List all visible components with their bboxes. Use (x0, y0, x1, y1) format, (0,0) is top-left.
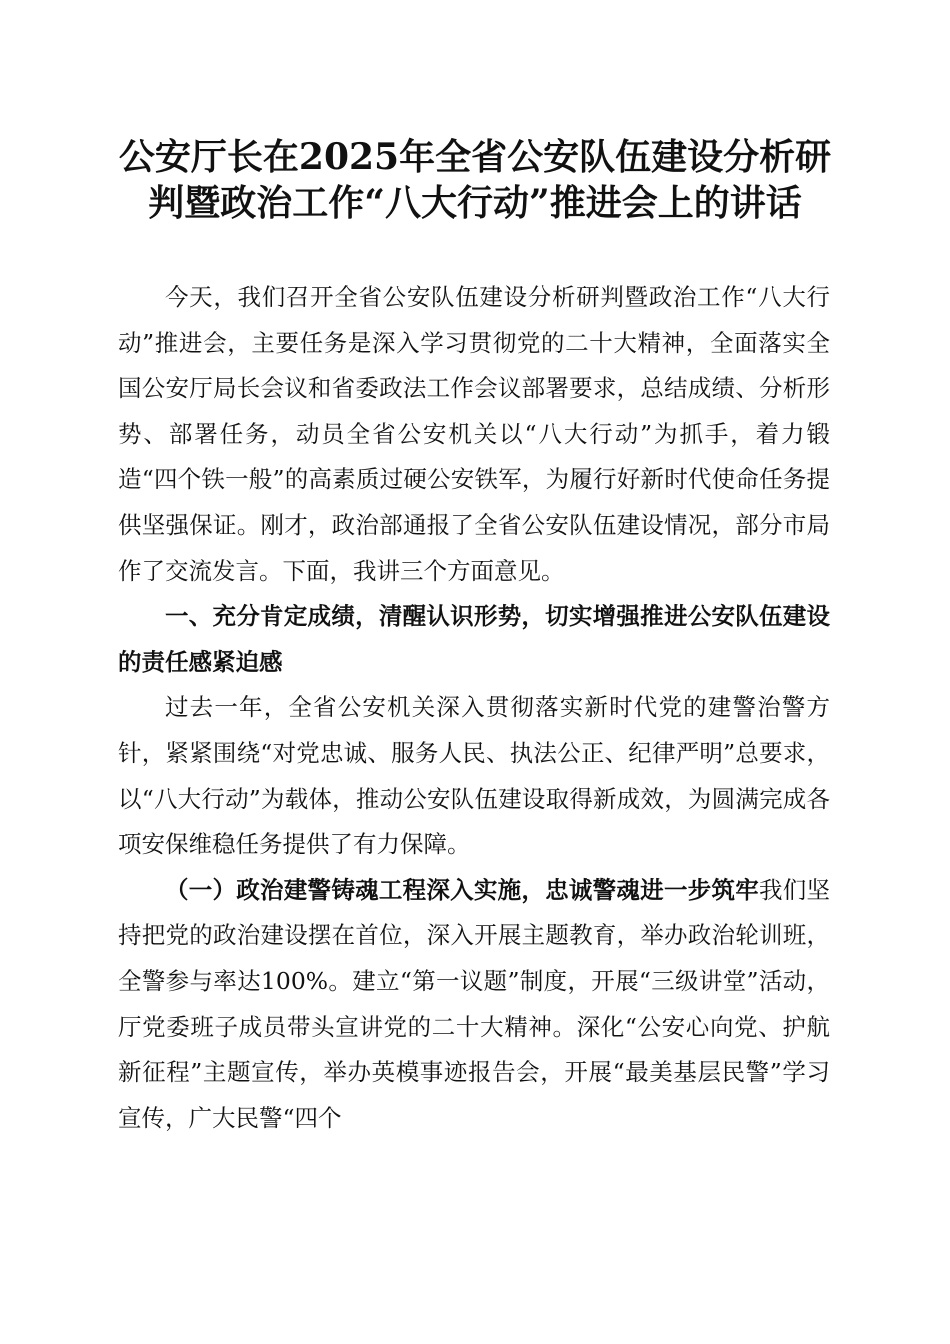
section-1-paragraph: 过去一年，全省公安机关深入贯彻落实新时代党的建警治警方针，紧紧围绕“对党忠诚、服务人民、执法公正、纪律严明”总要求，以“八大行动”为载体，推动公安队伍建设取得新成效，为圆满完成各项安保维稳任务提供了有力保障。 (118, 693, 830, 859)
document-title (112, 134, 838, 226)
subsection-1-body: 我们坚持把党的政治建设摆在首位，深入开展主题教育，举办政治轮训班，全警参与率达100%。建立“第一议题”制度，开展“三级讲堂”活动，厅党委班子成员带头宣讲党的二十大精神。深化“公安心向党、护航新征程”主题宣传，举办英模事迹报告会，开展“最美基层民警”学习宣传，广大民警“四个 (118, 875, 831, 1132)
section-1-heading: 一、充分肯定成绩，清醒认识形势，切实增强推进公安队伍建设的责任感紧迫感 (118, 602, 830, 676)
document-body (118, 275, 830, 1141)
subsection-1-paragraph (118, 868, 830, 1142)
intro-paragraph: 今天，我们召开全省公安队伍建设分析研判暨政治工作“八大行动”推进会，主要任务是深入学习贯彻党的二十大精神，全面落实全国公安厅局长会议和省委政法工作会议部署要求，总结成绩、分析形势、部署任务，动员全省公安机关以“八大行动”为抓手，着力锻造“四个铁一般”的高素质过硬公安铁军，为履行好新时代使命任务提供坚强保证。刚才，政治部通报了全省公安队伍建设情况，部分市局作了交流发言。下面，我讲三个方面意见。 (118, 283, 830, 585)
title-line-2: 判暨政治工作“八大行动”推进会上的讲话 (148, 182, 802, 224)
subsection-1-heading: （一）政治建警铸魂工程深入实施，忠诚警魂进一步筑牢 (165, 875, 759, 904)
title-line-1: 公安厅长在2025年全省公安队伍建设分析研 (118, 136, 832, 178)
